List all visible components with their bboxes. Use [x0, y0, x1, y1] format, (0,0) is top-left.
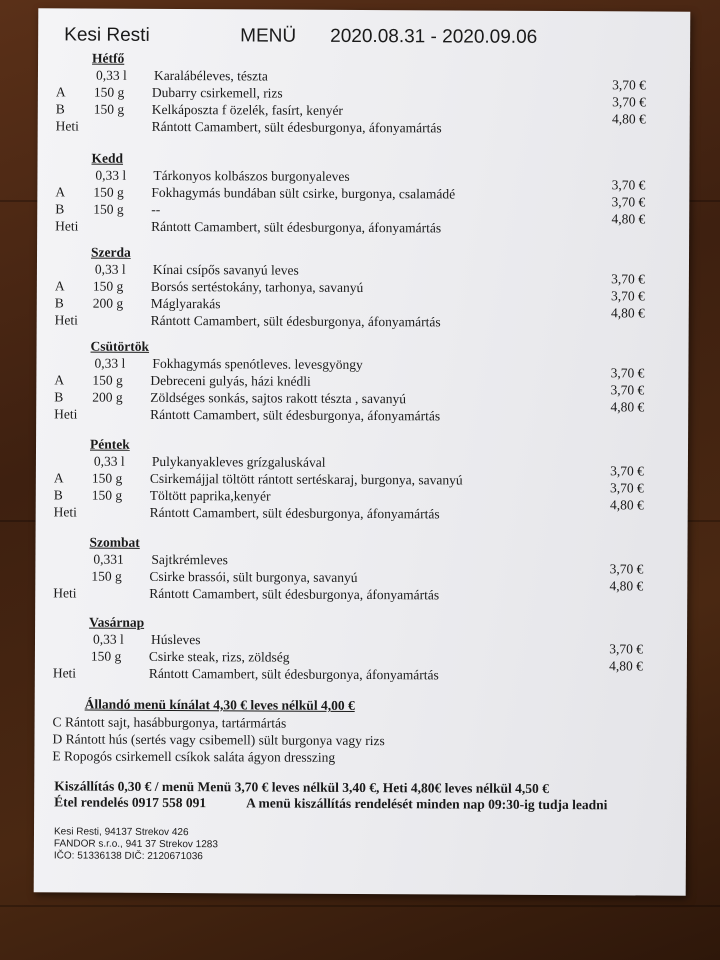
item-price: 3,70 €	[609, 641, 644, 657]
item-code: Heti	[54, 312, 78, 328]
soup-quantity: 0,331	[93, 551, 124, 567]
item-quantity: 150 g	[93, 184, 124, 200]
item-quantity: 200 g	[92, 295, 124, 311]
item-code: Heti	[53, 504, 77, 520]
item-dish: Rántott Camambert, sült édesburgonya, áfonyamártás	[151, 218, 442, 236]
company-address: Kesi Resti, 94137 Strekov 426	[53, 826, 189, 839]
item-code: A	[54, 278, 65, 294]
item-price: 3,70 €	[612, 77, 646, 93]
day-heading: Csütörtök	[90, 338, 150, 354]
permanent-item-d: D Rántott hús (sertés vagy csibemell) sült burgonya vagy rizs	[52, 731, 385, 749]
menu-sheet	[34, 8, 691, 895]
soup-quantity: 0,33 l	[95, 67, 127, 83]
item-quantity: 150 g	[91, 568, 122, 584]
item-price: 4,80 €	[609, 658, 643, 674]
item-quantity: 150 g	[90, 648, 122, 664]
item-quantity: 150 g	[93, 84, 125, 100]
item-dish: Rántott Camambert, sült édesburgonya, áfonyamártás	[149, 504, 440, 522]
soup-name: Kínai csípős savanyú leves	[152, 261, 299, 278]
item-price: 3,70 €	[609, 561, 644, 577]
item-price: 3,70 €	[610, 480, 644, 496]
item-dish: Rántott Camambert, sült édesburgonya, áfonyamártás	[148, 665, 439, 683]
soup-quantity: 0,33 l	[94, 355, 126, 371]
order-phone: Étel rendelés 0917 558 091	[54, 794, 207, 811]
day-heading: Hétfő	[92, 50, 125, 66]
item-price: 3,70 €	[611, 177, 646, 193]
item-dish: Rántott Camambert, sült édesburgonya, áfonyamártás	[150, 312, 441, 330]
item-dish: Zöldséges sonkás, sajtos rakott tészta , savanyú	[150, 389, 407, 407]
item-quantity: 150 g	[91, 487, 123, 503]
soup-name: Pulykanyakleves grízgaluskával	[151, 453, 326, 470]
item-code: B	[55, 101, 65, 117]
permanent-menu-title: Állandó menü kínálat 4,30 € leves nélkül 4,00 €	[84, 696, 355, 713]
item-dish: Dubarry csirkemell, rizs	[151, 84, 283, 101]
item-price: 4,80 €	[610, 399, 645, 415]
day-heading: Kedd	[91, 150, 124, 166]
item-price: 4,80 €	[611, 211, 646, 227]
item-dish: Kelkáposzta f özelék, fasírt, kenyér	[151, 101, 343, 118]
item-price: 3,70 €	[611, 288, 645, 304]
item-dish: Debreceni gulyás, házi knédli	[150, 372, 311, 389]
item-code: A	[55, 84, 66, 100]
date-range: 2020.08.31 - 2020.09.06	[330, 25, 538, 48]
item-code: Heti	[53, 585, 77, 601]
item-price: 4,80 €	[609, 497, 644, 513]
item-code: B	[54, 389, 64, 405]
item-quantity: 150 g	[91, 470, 123, 486]
day-heading: Péntek	[89, 436, 130, 452]
day-heading: Szombat	[89, 534, 140, 550]
soup-quantity: 0,33 l	[92, 631, 124, 647]
soup-quantity: 0,33 l	[93, 453, 125, 469]
item-dish: Borsós sertéstokány, tarhonya, savanyú	[150, 278, 364, 296]
day-heading: Vasárnap	[89, 614, 145, 630]
item-price: 4,80 €	[609, 578, 644, 594]
restaurant-name: Kesi Resti	[64, 24, 150, 46]
item-price: 4,80 €	[610, 305, 645, 321]
item-price: 3,70 €	[610, 382, 645, 398]
item-code: Heti	[54, 406, 78, 422]
item-dish: Fokhagymás bundában sült csirke, burgonya, csalamádé	[151, 184, 456, 202]
item-quantity: 150 g	[92, 372, 123, 388]
soup-name: Karalábéleves, tészta	[153, 67, 268, 84]
item-dish: Csirkemájjal töltött rántott sertéskaraj, burgonya, savanyú	[149, 470, 463, 488]
item-dish: Rántott Camambert, sült édesburgonya, áfonyamártás	[149, 585, 440, 603]
item-code: Heti	[55, 218, 79, 234]
item-dish: Rántott Camambert, sült édesburgonya, áfonyamártás	[151, 118, 442, 136]
item-code: B	[53, 487, 63, 503]
item-dish: --	[151, 201, 161, 217]
item-dish: Töltött paprika,kenyér	[149, 487, 271, 504]
item-price: 4,80 €	[611, 111, 646, 127]
soup-name: Húsleves	[150, 631, 201, 648]
item-dish: Rántott Camambert, sült édesburgonya, áfonyamártás	[150, 406, 441, 424]
item-quantity: 150 g	[92, 278, 124, 294]
delivery-info: Kiszállítás 0,30 € / menü Menü 3,70 € leves nélkül 3,40 €, Heti 4,80€ leves nélkül 4,50 €	[54, 778, 549, 796]
item-dish: Máglyarakás	[150, 295, 221, 312]
item-code: A	[55, 184, 66, 200]
item-code: Heti	[52, 665, 77, 681]
item-code: B	[54, 295, 64, 311]
soup-name: Tárkonyos kolbászos burgonyaleves	[153, 167, 350, 184]
soup-quantity: 0,33 l	[95, 167, 127, 183]
day-heading: Szerda	[91, 244, 131, 260]
item-dish: Csirke steak, rizs, zöldség	[148, 648, 290, 665]
item-dish: Csirke brassói, sült burgonya, savanyú	[149, 568, 358, 585]
order-note: A menü kiszállítás rendelését minden nap 09:30-ig tudja leadni	[246, 795, 608, 813]
company-ids: IČO: 51336138 DIČ: 2120671036	[53, 850, 203, 863]
soup-name: Fokhagymás spenótleves. levesgyöngy	[152, 355, 363, 373]
company-name: FANDOR s.r.o., 941 37 Strekov 1283	[53, 838, 218, 851]
item-code: B	[55, 201, 65, 217]
item-quantity: 150 g	[93, 101, 125, 117]
item-price: 3,70 €	[610, 463, 644, 479]
item-code: A	[53, 470, 64, 486]
item-price: 3,70 €	[611, 194, 646, 210]
item-code: A	[54, 372, 65, 388]
item-price: 3,70 €	[611, 271, 645, 287]
permanent-item-e: E Ropogós csirkemell csíkok saláta ágyon dresszing	[52, 748, 336, 765]
menu-title: MENÜ	[240, 25, 297, 47]
soup-quantity: 0,33 l	[94, 261, 126, 277]
item-quantity: 200 g	[92, 389, 123, 405]
item-code: Heti	[55, 118, 79, 134]
permanent-item-c: C Rántott sajt, hasábburgonya, tartármártás	[52, 714, 287, 731]
item-quantity: 150 g	[93, 201, 124, 217]
soup-name: Sajtkrémleves	[151, 551, 228, 568]
item-price: 3,70 €	[610, 365, 645, 381]
item-price: 3,70 €	[612, 94, 646, 110]
